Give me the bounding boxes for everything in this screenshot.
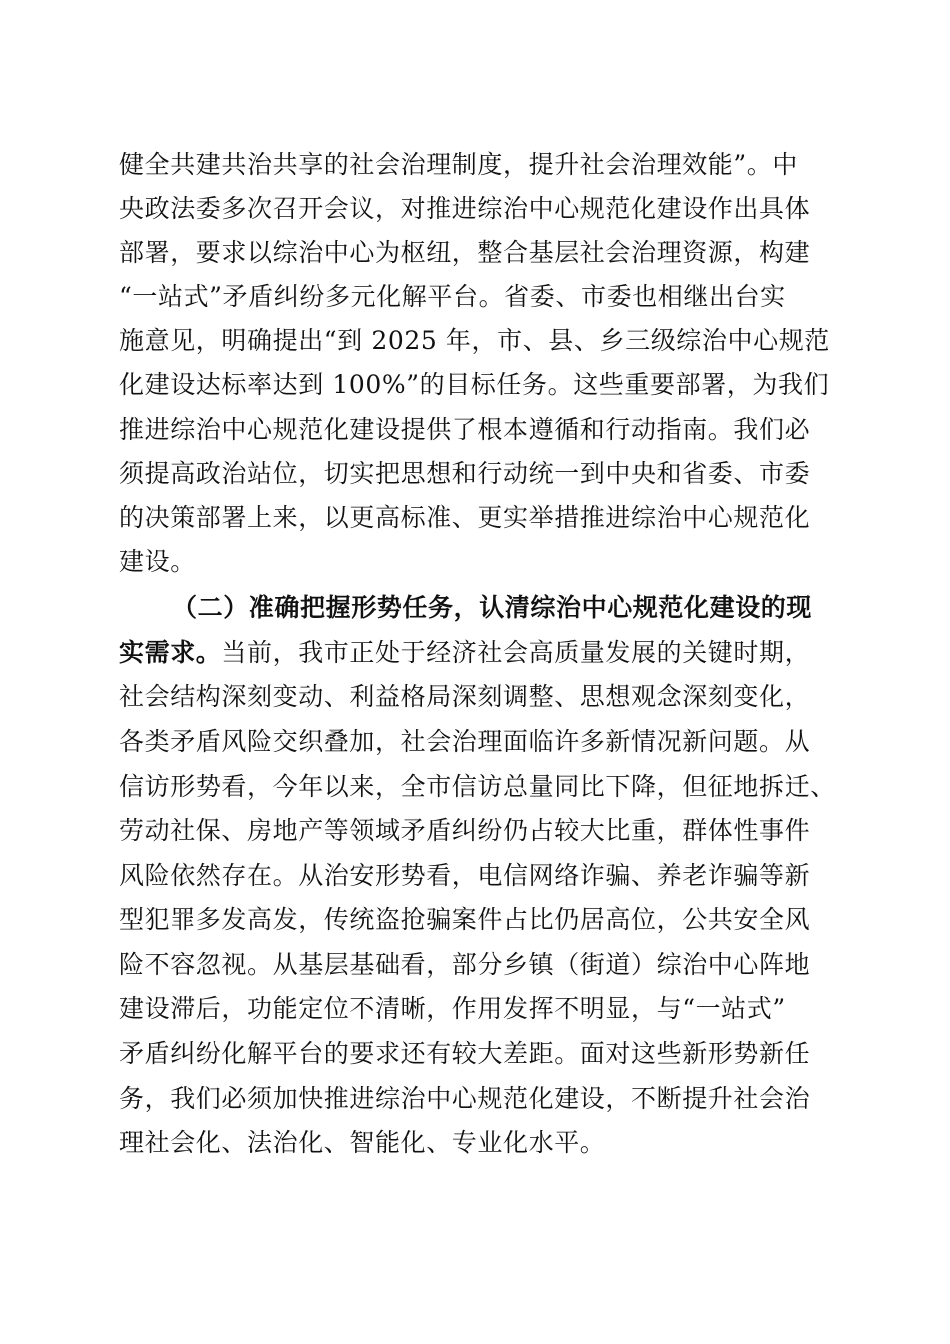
paragraph-2-line-5: 劳动社保、房地产等领域矛盾纠纷仍占较大比重，群体性事件 [119,816,811,845]
paragraph-1-line-8: 须提高政治站位，切实把思想和行动统一到中央和省委、市委 [119,459,811,488]
paragraph-2-line-7: 型犯罪多发高发，传统盗抢骗案件占比仍居高位，公共安全风 [119,905,811,934]
paragraph-1-line-10: 建设。 [119,547,196,576]
paragraph-1-line-6: 化建设达标率达到 100%”的目标任务。这些重要部署，为我们 [119,370,830,399]
paragraph-2-line-4: 信访形势看，今年以来，全市信访总量同比下降，但征地拆迁、 [119,772,836,801]
paragraph-2-line-11: 务，我们必须加快推进综治中心规范化建设，不断提升社会治 [119,1084,811,1113]
paragraph-1-line-3: 部署，要求以综治中心为枢纽，整合基层社会治理资源，构建 [119,238,811,267]
paragraph-1-line-9: 的决策部署上来，以更高标准、更实举措推进综治中心规范化 [119,503,811,532]
paragraph-2-line-12: 理社会化、法治化、智能化、专业化水平。 [119,1128,606,1157]
paragraph-1-line-1: 健全共建共治共享的社会治理制度，提升社会治理效能”。中 [119,150,798,179]
paragraph-1-line-4: “一站式”矛盾纠纷多元化解平台。省委、市委也相继出台实 [119,282,786,311]
paragraph-2-line-8: 险不容忽视。从基层基础看，部分乡镇（街道）综治中心阵地 [119,950,811,979]
paragraph-1-line-5: 施意见，明确提出“到 2025 年，市、县、乡三级综治中心规范 [119,326,830,355]
paragraph-1-line-2: 央政法委多次召开会议，对推进综治中心规范化建设作出具体 [119,194,811,223]
section-heading-line-2: 实需求。 [119,638,222,667]
paragraph-2-line-10: 矛盾纠纷化解平台的要求还有较大差距。面对这些新形势新任 [119,1039,811,1068]
paragraph-1-line-7: 推进综治中心规范化建设提供了根本遵循和行动指南。我们必 [119,415,811,444]
paragraph-2-line-3: 各类矛盾风险交织叠加，社会治理面临许多新情况新问题。从 [119,727,811,756]
paragraph-2-line-1-text: 当前，我市正处于经济社会高质量发展的关键时期， [221,638,811,667]
paragraph-2-line-1 [119,631,810,675]
paragraph-2-line-2: 社会结构深刻变动、利益格局深刻调整、思想观念深刻变化， [119,682,811,711]
paragraph-2-line-6: 风险依然存在。从治安形势看，电信网络诈骗、养老诈骗等新 [119,861,811,890]
paragraph-2-line-9: 建设滞后，功能定位不清晰，作用发挥不明显，与“一站式” [119,994,786,1023]
section-heading-line-1: （二）准确把握形势任务，认清综治中心规范化建设的现 [172,593,813,622]
